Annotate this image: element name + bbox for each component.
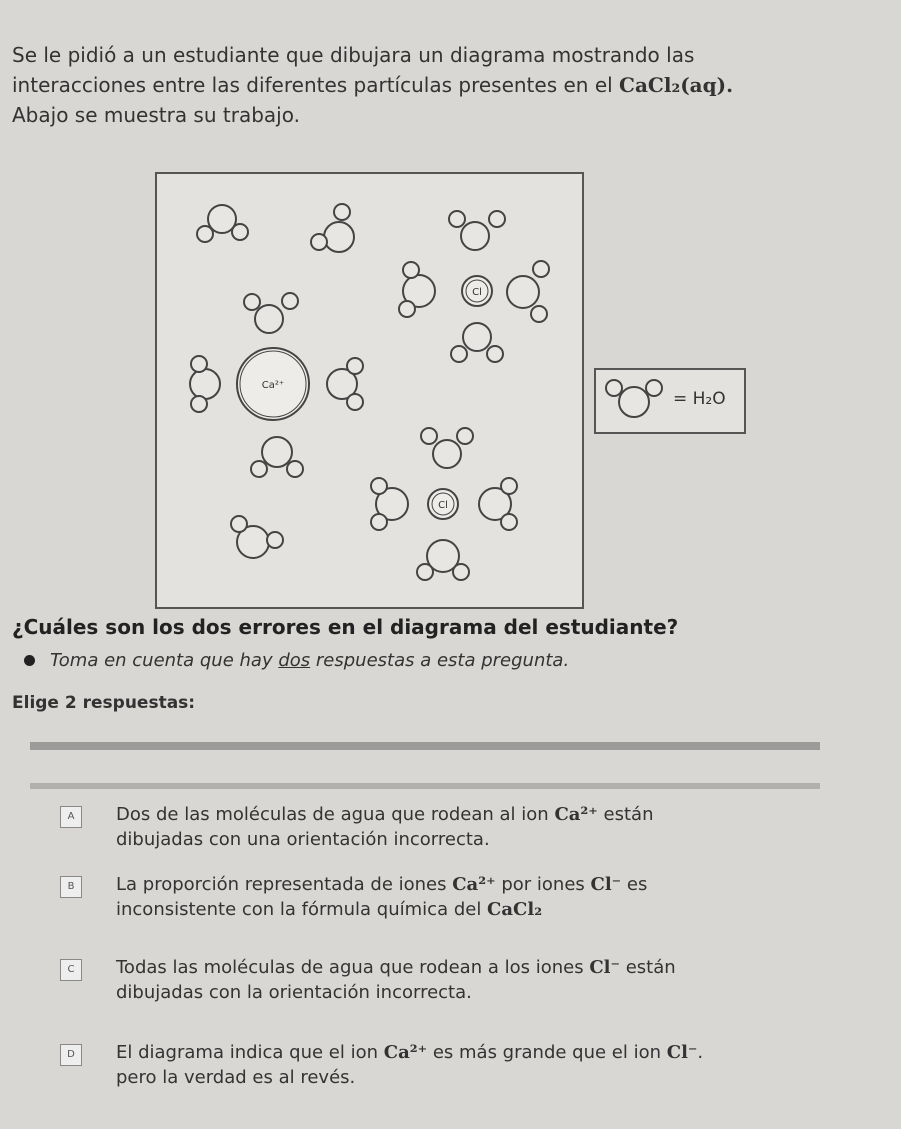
calcium-ion-label: Ca²⁺ [261, 380, 285, 391]
formula-ca-ion: Ca²⁺ [554, 804, 598, 825]
formula-cl-ion: Cl⁻ [590, 874, 622, 895]
option-c-text [116, 955, 806, 1005]
water-molecule-15 [417, 540, 469, 580]
formula-ca-ion: Ca²⁺ [383, 1042, 428, 1063]
option-c-line1: Todas las moléculas de agua que rodean a los iones [116, 957, 590, 978]
prompt-line-2-text: interacciones entre las diferentes partículas presentes en el [12, 73, 620, 97]
water-molecule-1 [197, 205, 248, 242]
prompt-line-1: Se le pidió a un estudiante que dibujara un diagrama mostrando las [12, 43, 695, 67]
formula-ca-ion: Ca²⁺ [452, 874, 496, 895]
option-b-line1-mid: por iones [495, 874, 591, 895]
prompt-line-2 [12, 70, 882, 100]
option-d-line2: pero la verdad es al revés. [116, 1067, 356, 1088]
option-c-letter[interactable]: C [60, 959, 82, 981]
note-bullet [24, 655, 35, 666]
option-c-line1-end: están [619, 957, 676, 978]
option-b-text [116, 872, 806, 922]
option-d-line1-end: . [697, 1042, 704, 1063]
water-molecule-11 [421, 428, 473, 468]
water-molecule-8 [190, 356, 220, 412]
option-b-line1-end: es [621, 874, 648, 895]
question-text: ¿Cuáles son los dos errores en el diagrama del estudiante? [12, 615, 679, 639]
note-underlined: dos [278, 650, 311, 671]
student-diagram [155, 172, 584, 609]
note-text-after: respuestas a esta pregunta. [310, 650, 570, 671]
water-molecule-4 [244, 293, 298, 333]
option-d-line1-mid: es más grande que el ion [427, 1042, 667, 1063]
formula-cacl2: CaCl₂ [487, 899, 543, 920]
problem-statement [12, 40, 882, 130]
water-molecule-13 [479, 478, 517, 530]
option-a-line1: Dos de las moléculas de agua que rodean al ion [116, 804, 555, 825]
chloride-ion-1-label: Cl [472, 287, 482, 298]
water-molecule-14 [231, 516, 283, 558]
prompt-line-3: Abajo se muestra su trabajo. [12, 103, 300, 127]
formula-cacl2-aq: CaCl₂(aq). [619, 73, 734, 97]
water-molecule-7 [451, 323, 503, 362]
water-molecule-6 [507, 261, 549, 322]
option-d-text [116, 1040, 806, 1090]
diagram-legend [594, 368, 746, 434]
option-b-letter[interactable]: B [60, 876, 82, 898]
option-a-letter[interactable]: A [60, 806, 82, 828]
chloride-ion-2-label: Cl [438, 500, 448, 511]
option-a-text [116, 802, 806, 852]
legend-water-molecule [596, 370, 671, 432]
water-molecule-5 [399, 262, 435, 317]
formula-cl-ion: Cl⁻ [666, 1042, 698, 1063]
option-c-line2: dibujadas con la orientación incorrecta. [116, 982, 472, 1003]
divider [30, 783, 820, 789]
question-note [50, 650, 569, 671]
legend-label: = H₂O [673, 389, 726, 409]
water-molecule-9 [327, 358, 363, 410]
water-molecule-12 [371, 478, 408, 530]
divider [30, 742, 820, 750]
diagram-drawing [157, 174, 582, 607]
option-d-line1: El diagrama indica que el ion [116, 1042, 384, 1063]
water-molecule-3 [449, 211, 505, 250]
water-molecule-2 [311, 204, 354, 252]
option-d-letter[interactable]: D [60, 1044, 82, 1066]
water-molecule-10 [251, 437, 303, 477]
note-text-before: Toma en cuenta que hay [50, 650, 279, 671]
select-instruction: Elige 2 respuestas: [12, 693, 196, 713]
formula-cl-ion: Cl⁻ [589, 957, 620, 978]
option-a-line2: dibujadas con una orientación incorrecta. [116, 829, 490, 850]
option-b-line2: inconsistente con la fórmula química del [116, 899, 488, 920]
option-b-line1: La proporción representada de iones [116, 874, 453, 895]
option-a-line1-end: están [597, 804, 654, 825]
